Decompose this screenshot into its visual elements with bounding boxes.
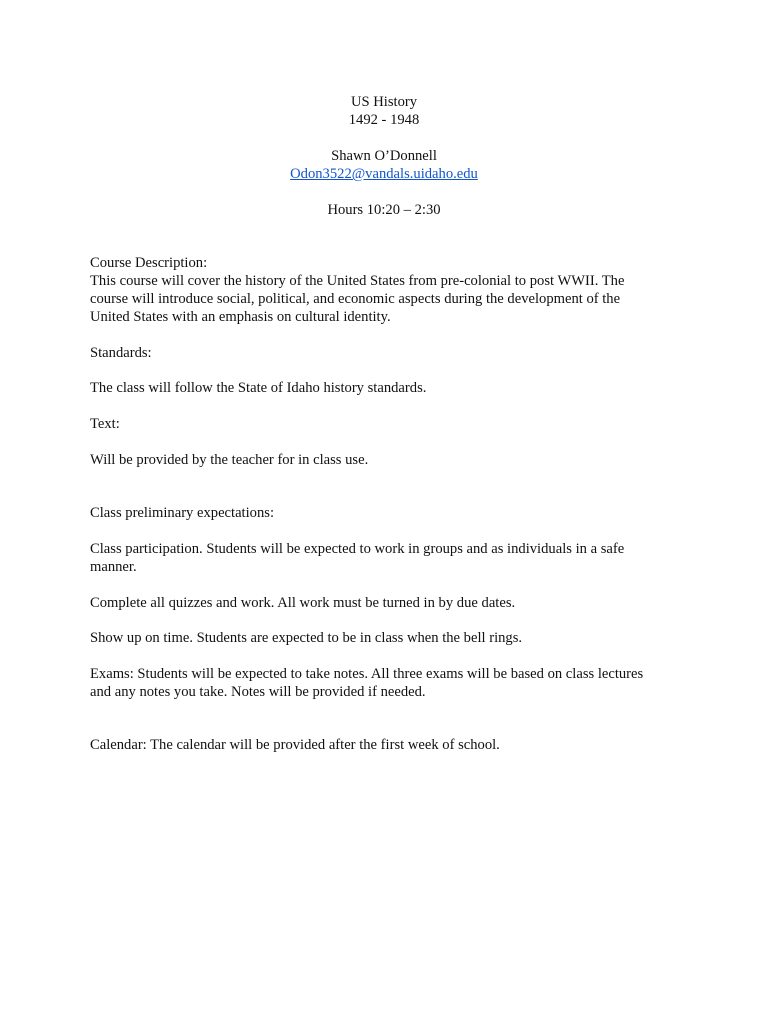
expectations-heading: Class preliminary expectations: bbox=[90, 505, 274, 521]
exams-line-1: Exams: Students will be expected to take notes. All three exams will be based on class lectures bbox=[90, 666, 644, 682]
standards-heading: Standards: bbox=[90, 345, 152, 361]
participation-line-1: Class participation. Students will be expected to work in groups and as individuals in a safe bbox=[90, 541, 625, 557]
teacher-email-link[interactable]: Odon3522@vandals.uidaho.edu bbox=[290, 166, 478, 182]
standards-text: The class will follow the State of Idaho history standards. bbox=[90, 380, 427, 396]
text-description: Will be provided by the teacher for in class use. bbox=[90, 452, 369, 468]
time-expectation: Show up on time. Students are expected to be in class when the bell rings. bbox=[90, 630, 523, 646]
course-years: 1492 - 1948 bbox=[348, 112, 420, 128]
teacher-email-container bbox=[0, 165, 768, 183]
course-title: US History bbox=[350, 94, 418, 110]
participation-line-2: manner. bbox=[90, 559, 137, 575]
course-description-line-1: This course will cover the history of the United States from pre-colonial to post WWII. The bbox=[90, 273, 625, 289]
office-hours: Hours 10:20 – 2:30 bbox=[327, 202, 441, 218]
calendar-note: Calendar: The calendar will be provided after the first week of school. bbox=[90, 737, 500, 753]
text-heading: Text: bbox=[90, 416, 120, 432]
course-description-line-3: United States with an emphasis on cultural identity. bbox=[90, 309, 391, 325]
course-description-heading: Course Description: bbox=[90, 255, 208, 271]
exams-line-2: and any notes you take. Notes will be provided if needed. bbox=[90, 684, 426, 700]
teacher-name: Shawn O’Donnell bbox=[331, 148, 437, 164]
course-description-line-2: course will introduce social, political, and economic aspects during the development of the bbox=[90, 291, 621, 307]
work-expectation: Complete all quizzes and work. All work must be turned in by due dates. bbox=[90, 595, 516, 611]
